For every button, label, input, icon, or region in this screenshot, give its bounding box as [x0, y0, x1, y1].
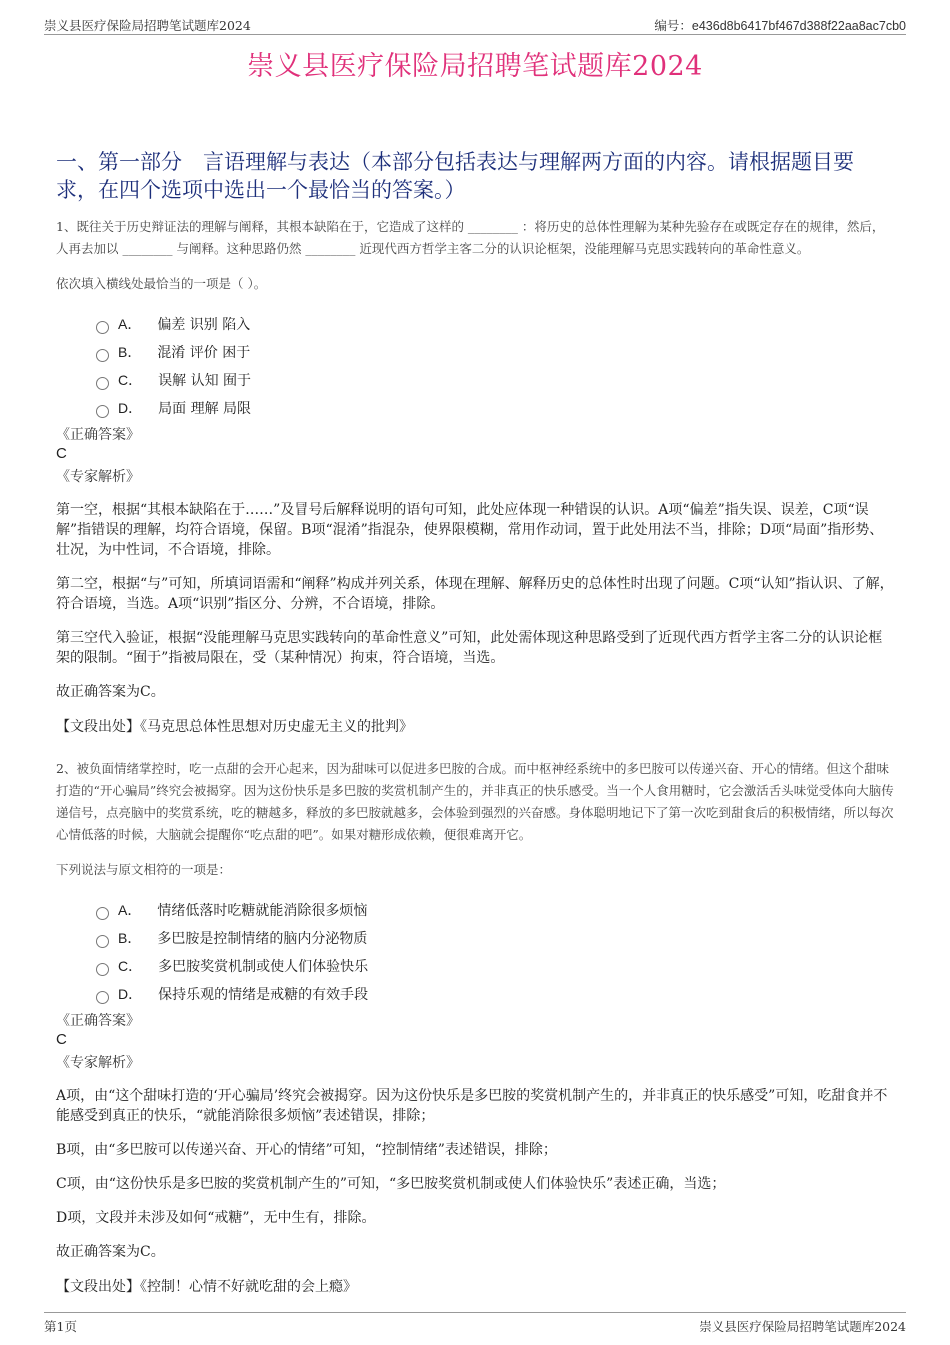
analysis-label: 《专家解析》	[56, 469, 140, 485]
option-text: 多巴胺奖赏机制或使人们体验快乐	[158, 959, 369, 975]
option-letter: A．	[118, 316, 142, 332]
radio-icon[interactable]	[96, 321, 109, 334]
answer-label: 《正确答案》	[56, 427, 140, 443]
radio-icon[interactable]	[96, 907, 109, 920]
option-d[interactable]	[96, 980, 894, 1008]
option-d[interactable]	[96, 394, 894, 422]
header-doc-number: 编号：e436d8b6417bf467d388f22aa8ac7cb0	[654, 19, 906, 33]
option-a[interactable]	[96, 896, 894, 924]
analysis-paragraph: 第二空，根据“与”可知，所填词语需和“阐释”构成并列关系，体现在理解、解释历史的总体性时出现了问题。C项“认知”指认识、了解，符合语境，当选。A项“识别”指区分、分辨，不合语境，排除。	[56, 576, 894, 612]
source-label: 【文段出处】	[56, 1279, 140, 1295]
analysis-paragraph: B项，由“多巴胺可以传递兴奋、开心的情绪”可知，“控制情绪”表述错误，排除；	[56, 1142, 557, 1158]
option-letter: D．	[118, 986, 143, 1002]
answer-value: C	[56, 1031, 67, 1048]
option-c[interactable]	[96, 366, 894, 394]
question-2	[56, 758, 894, 1296]
footer-doc-title: 崇义县医疗保险局招聘笔试题库2024	[699, 1319, 906, 1334]
radio-icon[interactable]	[96, 405, 109, 418]
source-label: 【文段出处】	[56, 719, 140, 735]
option-text: 保持乐观的情绪是戒糖的有效手段	[158, 987, 369, 1003]
radio-icon[interactable]	[96, 991, 109, 1004]
option-letter: D．	[118, 400, 143, 416]
analysis-label: 《专家解析》	[56, 1055, 140, 1071]
analysis-paragraph: C项，由“这份快乐是多巴胺的奖赏机制产生的”可知，“多巴胺奖赏机制或使人们体验快乐”表述正确，当选；	[56, 1176, 726, 1192]
source-line	[56, 1276, 894, 1296]
analysis-paragraph: 第一空，根据“其根本缺陷在于……”及冒号后解释说明的语句可知，此处应体现一种错误的认识。A项“偏差”指失误、误差，C项“误解”指错误的理解，均符合语境，保留。B项“混淆”指混杂，使界限模糊，常用作动词，置于此处用法不当，排除；D项“局面”指形势、壮况，为中性词，不合语境，排除。	[56, 502, 884, 558]
answer-value: C	[56, 445, 67, 462]
radio-icon[interactable]	[96, 935, 109, 948]
option-text: 误解 认知 囿于	[158, 373, 252, 389]
source-line	[56, 716, 894, 736]
analysis-paragraph: 故正确答案为C。	[56, 684, 165, 700]
answer-label: 《正确答案》	[56, 1013, 140, 1029]
analysis-paragraph: D项，文段并未涉及如何“戒糖”，无中生有，排除。	[56, 1210, 376, 1226]
option-letter: A．	[118, 902, 142, 918]
radio-icon[interactable]	[96, 349, 109, 362]
source-title: 《控制！心情不好就吃甜的会上瘾》	[140, 1279, 357, 1295]
option-text: 局面 理解 局限	[158, 401, 252, 417]
header-doc-title: 崇义县医疗保险局招聘笔试题库2024	[44, 18, 251, 33]
questions-content	[56, 216, 894, 1296]
page-header	[44, 14, 906, 35]
option-a[interactable]	[96, 310, 894, 338]
question-text: 1、既往关于历史辩证法的理解与阐释，其根本缺陷在于，它造成了这样的 ________ ：将历史的总体性理解为某种先验存在或既定存在的规律，然后，人再去加以 ________ 与阐释。这种思路仍然 ________ 近现代西方哲学主客二分的认识论框架，没能理解马克思实践转向的革命性意义。	[56, 219, 885, 256]
option-b[interactable]	[96, 924, 894, 952]
radio-icon[interactable]	[96, 377, 109, 390]
source-title: 《马克思总体性思想对历史虚无主义的批判》	[140, 719, 413, 735]
question-text: 2、被负面情绪掌控时，吃一点甜的会开心起来，因为甜味可以促进多巴胺的合成。而中枢神经系统中的多巴胺可以传递兴奋、开心的情绪。但这个甜味打造的“开心骗局”终究会被揭穿。因为这份快乐是多巴胺的奖赏机制产生的，并非真正的快乐感受。当一个人食用糖时，它会激活舌头味觉受体向大脑传递信号，点亮脑中的奖赏系统，吃的糖越多，释放的多巴胺就越多，会体验到强烈的兴奋感。身体聪明地记下了第一次吃到甜食后的积极情绪，所以每次心情低落的时候，大脑就会提醒你“吃点甜的吧”。如果对糖形成依赖，便很难离开它。	[56, 761, 894, 842]
option-list	[96, 310, 894, 422]
question-1	[56, 216, 894, 736]
question-prompt: 依次填入横线处最恰当的一项是（ ）。	[56, 276, 267, 291]
option-letter: B．	[118, 930, 142, 946]
option-list	[96, 896, 894, 1008]
option-c[interactable]	[96, 952, 894, 980]
analysis-paragraph: 故正确答案为C。	[56, 1244, 165, 1260]
option-text: 混淆 评价 困于	[157, 345, 251, 361]
radio-icon[interactable]	[96, 963, 109, 976]
option-text: 多巴胺是控制情绪的脑内分泌物质	[157, 931, 368, 947]
question-prompt: 下列说法与原文相符的一项是：	[56, 862, 232, 877]
option-letter: B．	[118, 344, 142, 360]
option-letter: C．	[118, 958, 143, 974]
page-number: 第1页	[44, 1319, 77, 1334]
analysis-paragraph: A项，由“这个甜味打造的‘开心骗局’终究会被揭穿。因为这份快乐是多巴胺的奖赏机制产生的，并非真正的快乐感受”可知，吃甜食并不能感受到真正的快乐，“就能消除很多烦恼”表述错误，排除；	[56, 1088, 888, 1124]
section-heading: 一、第一部分 言语理解与表达（本部分包括表达与理解两方面的内容。请根据题目要求，在四个选项中选出一个最恰当的答案。）	[56, 150, 854, 202]
option-text: 偏差 识别 陷入	[157, 317, 251, 333]
analysis-paragraph: 第三空代入验证，根据“没能理解马克思实践转向的革命性意义”可知，此处需体现这种思路受到了近现代西方哲学主客二分的认识论框架的限制。“囿于”指被局限在，受（某种情况）拘束，符合语境，当选。	[56, 630, 883, 666]
option-letter: C．	[118, 372, 143, 388]
page-title: 崇义县医疗保险局招聘笔试题库2024	[247, 51, 703, 82]
option-b[interactable]	[96, 338, 894, 366]
page-footer	[44, 1312, 906, 1333]
option-text: 情绪低落时吃糖就能消除很多烦恼	[157, 903, 368, 919]
